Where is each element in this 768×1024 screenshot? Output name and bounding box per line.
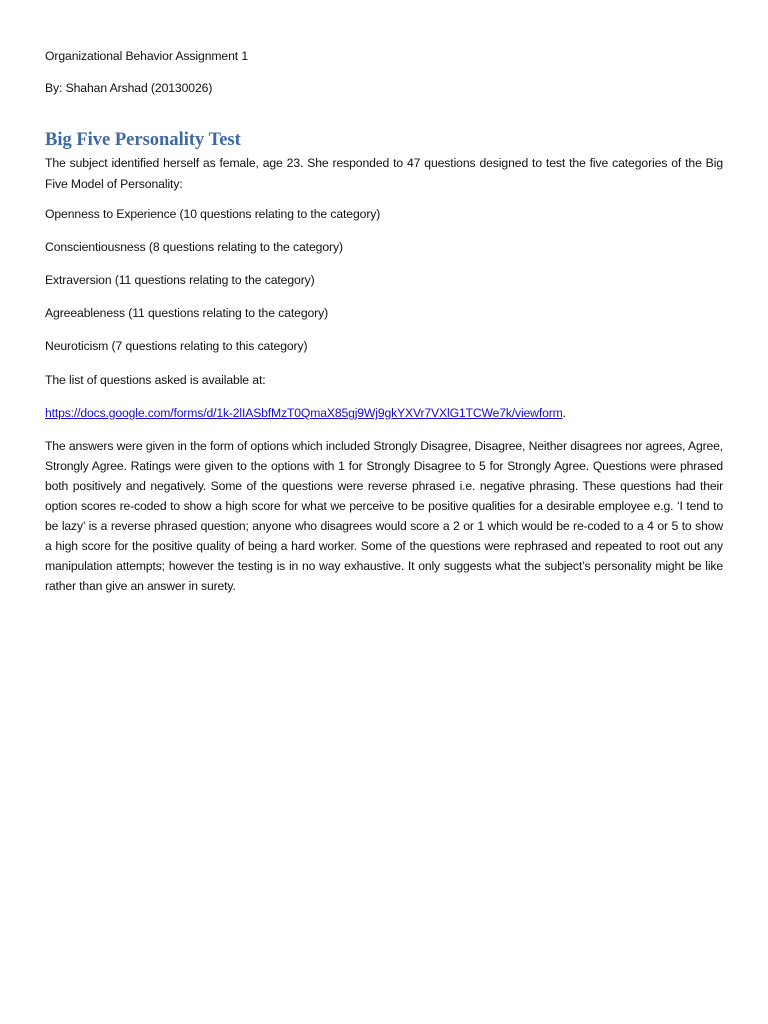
assignment-title: Organizational Behavior Assignment 1	[45, 49, 249, 63]
author-line: By: Shahan Arshad (20130026)	[45, 81, 213, 95]
category-item-conscientiousness: Conscientiousness (8 questions relating to the category)	[45, 240, 343, 254]
answers-paragraph: The answers were given in the form of options which included Strongly Disagree, Disagree, Neither disagrees nor agrees, Agree, Strongly Agree. Ratings were given to the options with 1 for Strongly Disagree to 5 for Strongly Agree. Questions were phrased both positively and negatively. Some of the questions were reverse phrased i.e. negative phrasing. These questions had their option scores re-coded to show a high score for what we perceive to be positive qualities for a desirable employee e.g. ‘I tend to be lazy’ is a reverse phrased question; anyone who disagrees would score a 2 or 1 which would be re-coded to a 4 or 5 to show a high score for the positive quality of being a hard worker. Some of the questions were rephrased and repeated to root out any manipulation attempts; however the testing is in no way exhaustive. It only suggests what the subject’s personality might be like rather than give an answer in surety.	[45, 439, 723, 593]
link-line	[45, 405, 566, 421]
category-item-extraversion: Extraversion (11 questions relating to the category)	[45, 273, 315, 287]
category-list	[45, 206, 380, 371]
link-suffix: .	[562, 406, 566, 420]
questions-list-note: The list of questions asked is available at:	[45, 373, 266, 387]
category-item-neuroticism: Neuroticism (7 questions relating to this category)	[45, 339, 308, 353]
category-item-agreeableness: Agreeableness (11 questions relating to the category)	[45, 306, 329, 320]
questions-form-link[interactable]: https://docs.google.com/forms/d/1k-2lIASbfMzT0QmaX85gj9Wj9gkYXVr7VXlG1TCWe7k/viewform	[45, 406, 563, 420]
category-item-openness: Openness to Experience (10 questions relating to the category)	[45, 207, 381, 221]
section-heading: Big Five Personality Test	[45, 130, 241, 150]
intro-paragraph: The subject identified herself as female, age 23. She responded to 47 questions designed to test the five categories of the Big Five Model of Personality:	[45, 156, 723, 191]
